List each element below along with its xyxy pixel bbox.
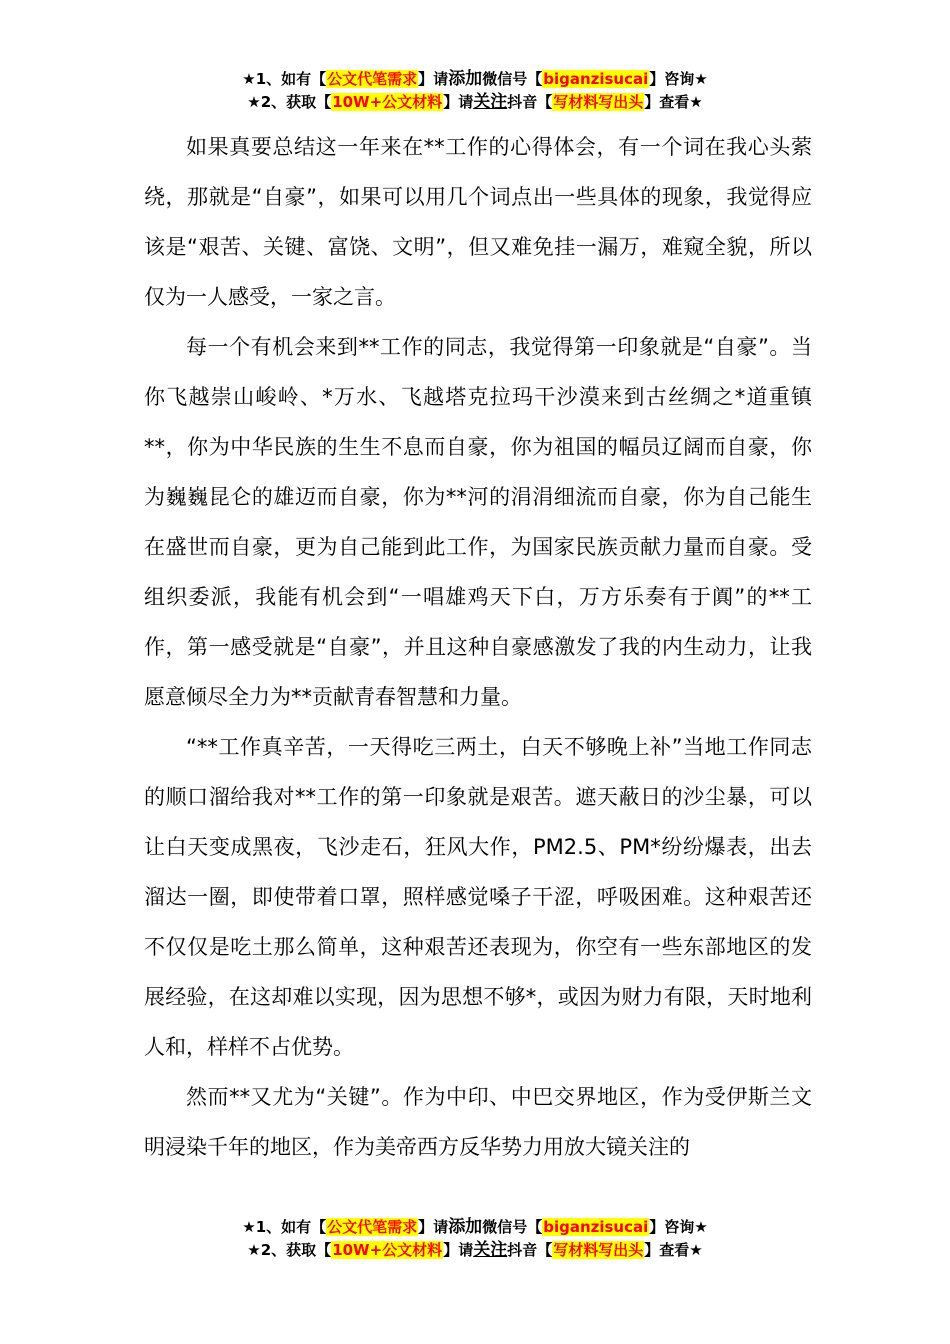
highlight-wechat-id: biganzisucai (543, 1218, 649, 1236)
highlight-douyin-account: 写材料写出头 (553, 1241, 644, 1259)
header-banner (0, 68, 950, 114)
banner-line-2 (0, 1239, 950, 1262)
banner-text: 】请 (418, 1218, 449, 1236)
paragraph: 每一个有机会来到**工作的同志，我觉得第一印象就是“自豪”。当你飞越崇山峻岭、*万水、飞越塔克拉玛干沙漠来到古丝绸之*道重镇**，你为中华民族的生生不息而自豪，你为祖国的幅员辽阔而自豪，你为巍巍昆仑的雄迈而自豪，你为**河的涓涓细流而自豪，你为自己能生在盛世而自豪，更为自己能到此工作，为国家民族贡献力量而自豪。受组织委派，我能有机会到“一唱雄鸡天下白，万方乐奏有于阗”的**工作，第一感受就是“自豪”，并且这种自豪感激发了我的内生动力，让我愿意倾尽全力为**贡献青春智慧和力量。 (144, 335, 812, 709)
banner-emphasis: 关注 (473, 1240, 508, 1260)
banner-line-2 (0, 91, 950, 114)
paragraph: “**工作真辛苦，一天得吃三两土，白天不够晚上补”当地工作同志的顺口溜给我对**工作的第一印象就是艰苦。遮天蔽日的沙尘暴，可以让白天变成黑夜，飞沙走石，狂风大作，PM2.5、PM*纷纷爆表，出去溜达一圈，即使带着口罩，照样感觉嗓子干涩，呼吸困难。这种艰苦还不仅仅是吃土那么简单，这种艰苦还表现为，你空有一些东部地区的发展经验，在这却难以实现，因为思想不够*，或因为财力有限，天时地利人和，样样不占优势。 (144, 735, 812, 1059)
banner-emphasis: 添加 (448, 1217, 483, 1237)
banner-text: 】请 (418, 70, 449, 88)
paragraph: 如果真要总结这一年来在**工作的心得体会，有一个词在我心头萦绕，那就是“自豪”，如果可以用几个词点出一些具体的现象，我觉得应该是“艰苦、关键、富饶、文明”，但又难免挂一漏万，难窥全貌，所以仅为一人感受，一家之言。 (144, 135, 812, 309)
banner-text: 】咨询★ (649, 1218, 708, 1236)
footer-banner (0, 1216, 950, 1262)
banner-text: ★2、获取【 (247, 1241, 332, 1259)
banner-text: ★2、获取【 (247, 93, 332, 111)
banner-emphasis: 添加 (448, 69, 483, 89)
banner-text: 】请 (443, 93, 474, 111)
banner-text: ★1、如有【 (242, 1218, 327, 1236)
highlight-service: 公文代笔需求 (327, 1218, 418, 1236)
highlight-service: 公文代笔需求 (327, 70, 418, 88)
highlight-materials: 10W+公文材料 (332, 1241, 443, 1259)
banner-text: 微信号【 (482, 1218, 543, 1236)
highlight-wechat-id: biganzisucai (543, 70, 649, 88)
banner-text: 】咨询★ (649, 70, 708, 88)
banner-text: ★1、如有【 (242, 70, 327, 88)
highlight-materials: 10W+公文材料 (332, 93, 443, 111)
banner-emphasis: 关注 (473, 92, 508, 112)
paragraph: 然而**又尤为“关键”。作为中印、中巴交界地区，作为受伊斯兰文明浸染千年的地区，作为美帝西方反华势力用放大镜关注的 (144, 1085, 812, 1159)
document-body (144, 122, 812, 1172)
banner-text: 微信号【 (482, 70, 543, 88)
banner-line-1 (0, 1216, 950, 1239)
highlight-douyin-account: 写材料写出头 (553, 93, 644, 111)
banner-text: 抖音【 (507, 1241, 553, 1259)
banner-line-1 (0, 68, 950, 91)
banner-text: 】查看★ (644, 1241, 703, 1259)
banner-text: 】查看★ (644, 93, 703, 111)
banner-text: 抖音【 (507, 93, 553, 111)
banner-text: 】请 (443, 1241, 474, 1259)
